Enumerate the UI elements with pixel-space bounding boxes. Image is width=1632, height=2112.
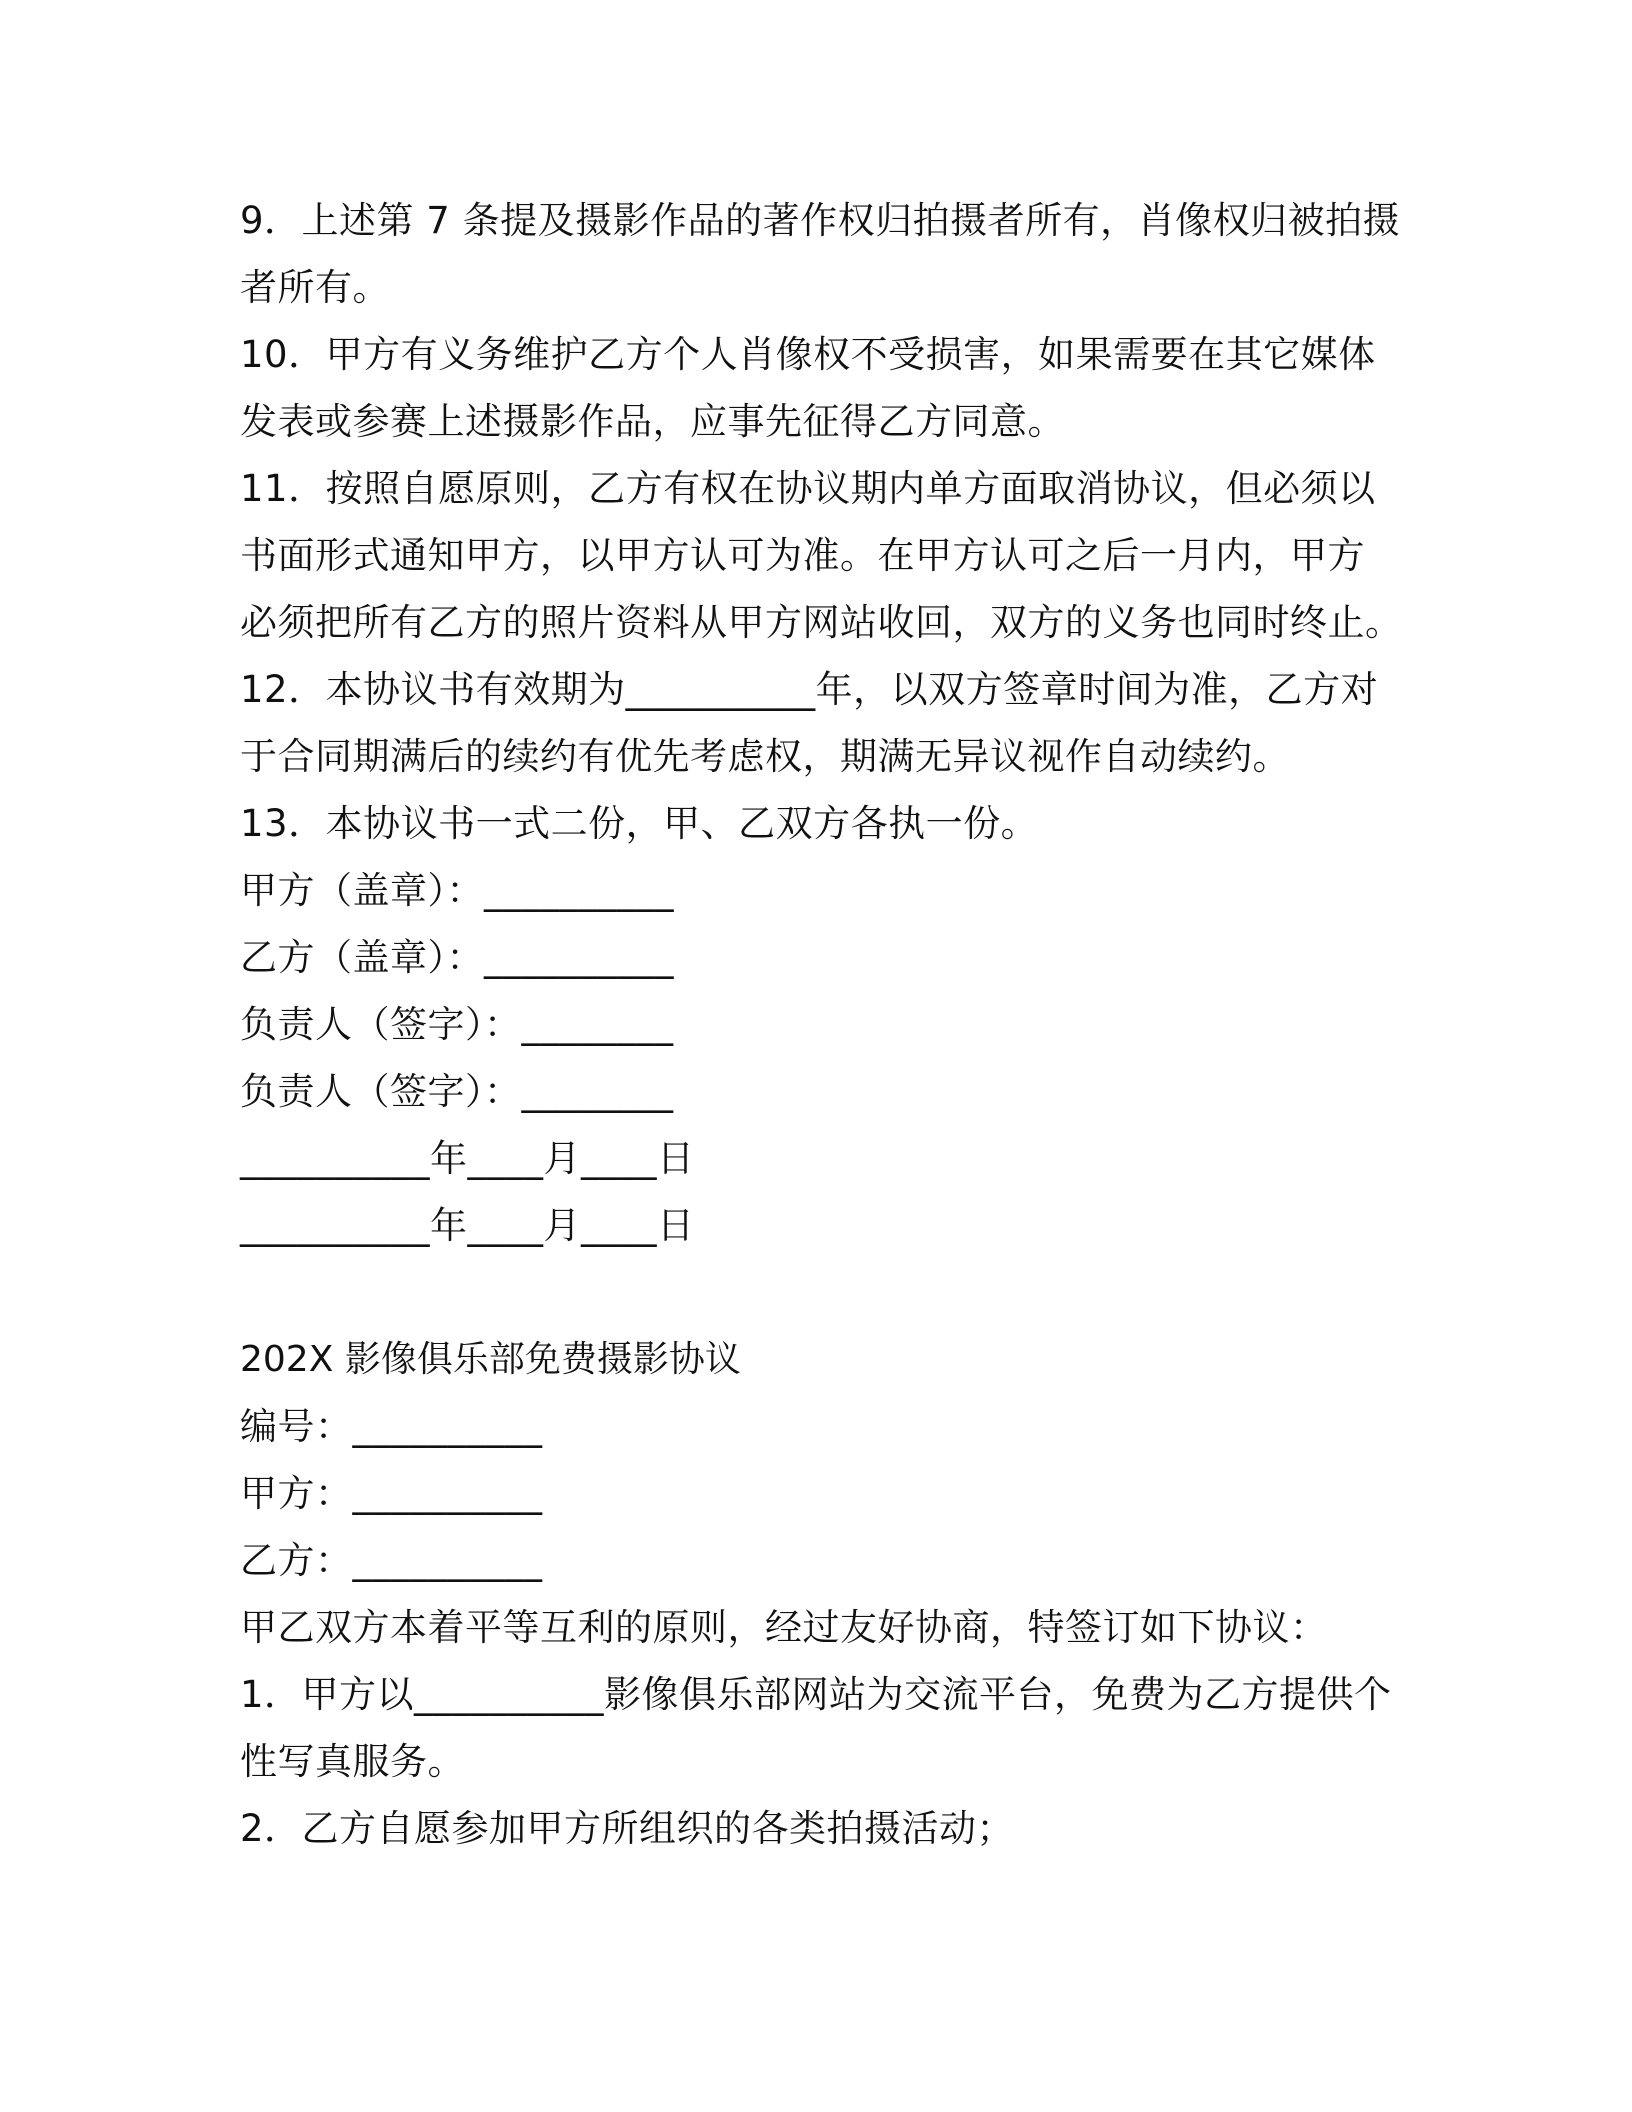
clause-10-line-1: 10．甲方有义务维护乙方个人肖像权不受损害，如果需要在其它媒体 [240,333,1376,376]
party-a-line: 甲方：__________ [240,1472,543,1515]
clause-12-line-1: 12．本协议书有效期为__________年，以双方签章时间为准，乙方对 [240,668,1379,711]
clause-9-line-1: 9．上述第 7 条提及摄影作品的著作权归拍摄者所有，肖像权归被拍摄 [240,199,1401,242]
clause-11-line-2: 书面形式通知甲方，以甲方认可为准。在甲方认可之后一月内，甲方 [240,534,1365,577]
clause-13: 13．本协议书一式二份，甲、乙双方各执一份。 [240,802,1039,845]
clause-9-line-2: 者所有。 [240,266,390,309]
number-line: 编号：__________ [240,1405,543,1448]
date-line-1: __________年____月____日 [240,1137,695,1180]
clause-1-line-2: 性写真服务。 [240,1740,465,1783]
signatory-line-1: 负责人（签字）：________ [240,1003,674,1046]
clause-12-line-2: 于合同期满后的续约有优先考虑权，期满无异议视作自动续约。 [240,735,1290,778]
clause-1-line-1: 1．甲方以__________影像俱乐部网站为交流平台，免费为乙方提供个 [240,1673,1392,1716]
clause-11-line-1: 11．按照自愿原则，乙方有权在协议期内单方面取消协议，但必须以 [240,467,1376,510]
party-b-seal-line: 乙方（盖章）：__________ [240,936,674,979]
party-a-seal-line: 甲方（盖章）：__________ [240,869,674,912]
clause-2: 2．乙方自愿参加甲方所组织的各类拍摄活动； [240,1807,1015,1850]
agreement-title: 202X 影像俱乐部免费摄影协议 [240,1339,741,1380]
clause-11-line-3: 必须把所有乙方的照片资料从甲方网站收回，双方的义务也同时终止。 [240,601,1403,644]
document-body [240,187,1403,1862]
clause-10-line-2: 发表或参赛上述摄影作品，应事先征得乙方同意。 [240,400,1065,443]
preamble: 甲乙双方本着平等互利的原则，经过友好协商，特签订如下协议： [240,1606,1328,1649]
signatory-line-2: 负责人（签字）：________ [240,1070,674,1113]
section-gap [240,1259,1390,1326]
date-line-2: __________年____月____日 [240,1204,695,1247]
party-b-line: 乙方：__________ [240,1539,543,1582]
